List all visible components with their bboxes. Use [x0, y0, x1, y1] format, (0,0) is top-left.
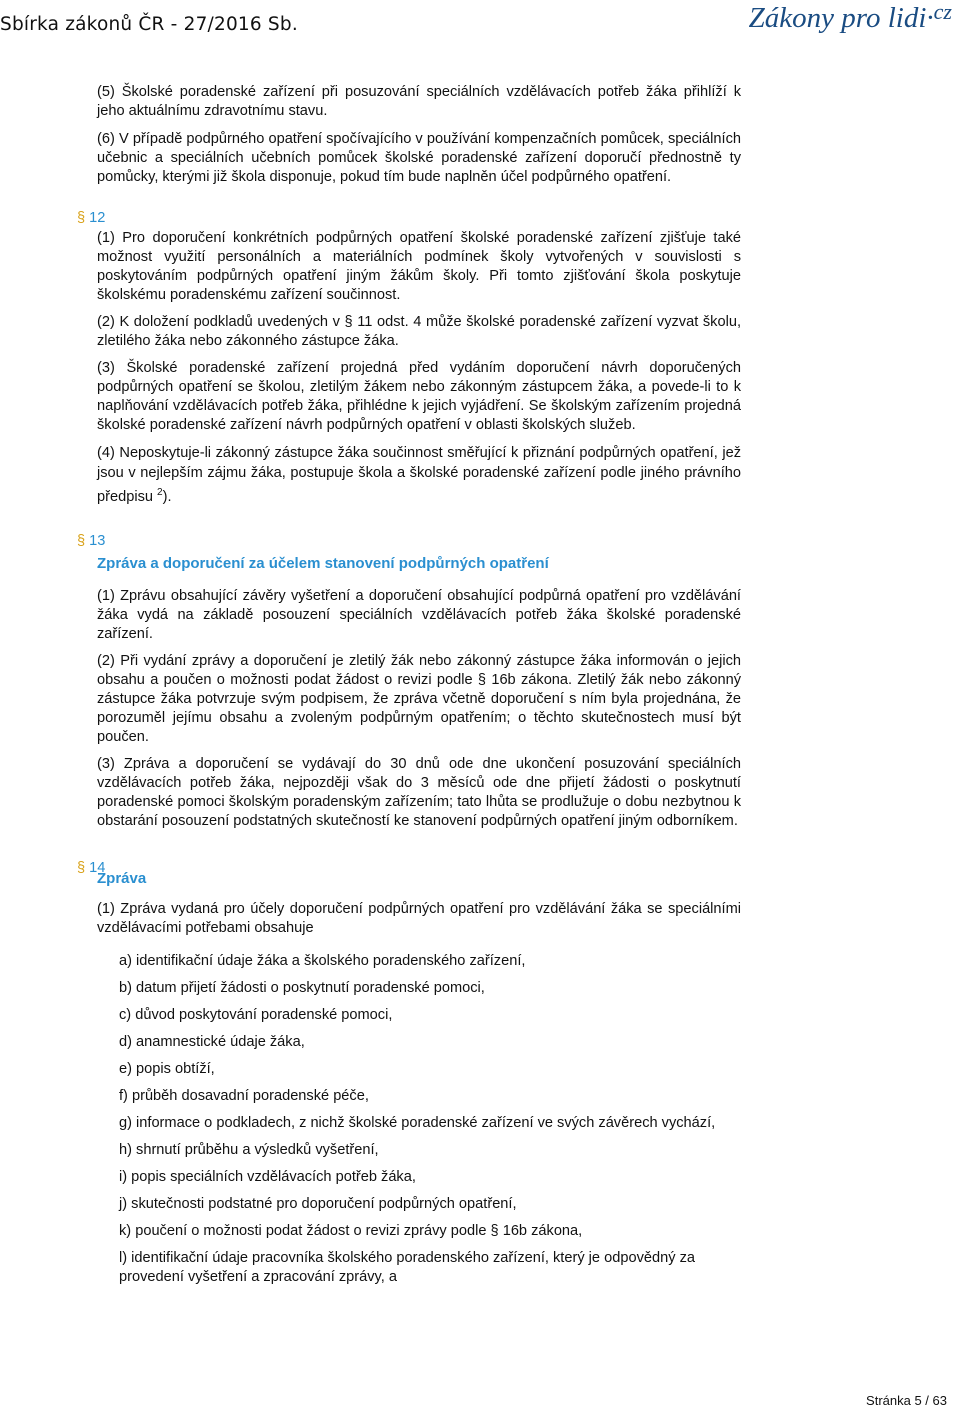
- paragraph: (1) Zpráva vydaná pro účely doporučení podpůrných opatření pro vzdělávání žáka se speciálními vzdělávacími potřebami obsahuje: [97, 900, 741, 936]
- footnote-ref[interactable]: 2: [157, 487, 163, 498]
- page-number: Stránka 5 / 63: [866, 1393, 947, 1408]
- list-item: b) datum přijetí žádosti o poskytnutí poradenské pomoci,: [119, 979, 485, 996]
- list-item: l) identifikační údaje pracovníka školského poradenského zařízení, který je odpovědný za provedení vyšetření a zpracování zprávy, a: [119, 1249, 695, 1285]
- list-item: k) poučení o možnosti podat žádost o revizi zprávy podle § 16b zákona,: [119, 1222, 583, 1239]
- document-body: [97, 83, 741, 1295]
- list-item: f) průběh dosavadní poradenské péče,: [119, 1087, 369, 1104]
- section-spacer: [97, 515, 741, 554]
- logo-text: Zákony pro lidi: [748, 2, 927, 34]
- site-logo[interactable]: [749, 2, 952, 35]
- section-number: 14: [89, 860, 106, 876]
- list-item: i) popis speciálních vzdělávacích potřeb žáka,: [119, 1168, 416, 1185]
- section-spacer: [97, 195, 741, 229]
- paragraph-text: (4) Neposkytuje-li zákonný zástupce žáka součinnost směřující k přiznání podpůrných opatření, jež jsou v nejlepším zájmu žáka, postupuje škola a školské poradenské zařízení podle jiného právního předpisu: [97, 445, 741, 505]
- requirements-list: [97, 952, 741, 1287]
- document-title: Sbírka zákonů ČR - 27/2016 Sb.: [0, 14, 298, 35]
- list-item: j) skutečnosti podstatné pro doporučení podpůrných opatření,: [119, 1195, 517, 1212]
- list-item: h) shrnutí průběhu a výsledků vyšetření,: [119, 1141, 379, 1158]
- paragraph: (3) Zpráva a doporučení se vydávají do 30 dnů ode dne ukončení posuzování speciálních vzdělávacích potřeb žáka, nejpozději však do 3 měsíců ode dne přijetí žádosti o poskytnutí poradenské pomoci školským poradenským zařízením; tato lhůta se prodlužuje o dobu nezbytnou k obstarání posouzení podstatných skutečností ke stanovení podpůrných opatření jiným odborníkem.: [97, 755, 741, 829]
- list-item: a) identifikační údaje žáka a školského poradenského zařízení,: [119, 952, 526, 969]
- logo-tld: cz: [933, 0, 952, 24]
- paragraph: (6) V případě podpůrného opatření spočívajícího v používání kompenzačních pomůcek, speciálních učebnic a speciálních učebních pomůcek školské poradenské zařízení doporučí přednostně ty pomůcky, kterými již škola disponuje, pokud tím bude naplněn účel podpůrného opatření.: [97, 131, 741, 185]
- section-number: 12: [89, 210, 106, 226]
- section-number: 13: [89, 533, 106, 549]
- page-header: [0, 0, 960, 46]
- paragraph: (1) Pro doporučení konkrétních podpůrných opatření školské poradenské zařízení zjišťuje také možnost využití personálních a materiálních podmínek školy vytvořených v souvislosti s poskytováním podpůrných opatření jiným žákům školy. Při tomto zjišťování škola poskytuje školskému poradenskému zařízení součinnost.: [97, 230, 741, 303]
- title-spacer: [97, 573, 741, 587]
- list-item: d) anamnestické údaje žáka,: [119, 1033, 305, 1050]
- list-item: c) důvod poskytování poradenské pomoci,: [119, 1006, 393, 1023]
- paragraph-end: ).: [162, 488, 172, 505]
- paragraph: (2) Při vydání zprávy a doporučení je zletilý žák nebo zákonný zástupce žáka informován o jejich obsahu a poučen o možnosti podat žádost o revizi podle § 16b zákona. Zletilý žák nebo zákonný zástupce žáka potvrzuje svým podpisem, že zpráva včetně doporučení s ním byla projednána, že porozuměl jejímu obsahu a zvoleným podpůrným opatřením; o těchto skutečnostech musí být poučen.: [97, 652, 741, 745]
- paragraph: (1) Zprávu obsahující závěry vyšetření a doporučení obsahující podpůrná opatření pro vzdělávání žáka vydá na základě posouzení speciálních vzdělávacích potřeb žáka školské poradenské zařízení.: [97, 587, 741, 642]
- paragraph: (3) Školské poradenské zařízení projedná před vydáním doporučení návrh doporučených podpůrných opatření se školou, zletilým žákem nebo zákonným zástupcem žáka, a povede-li to k naplňování vzdělávacích potřeb žáka, přihlédne k jejich vyjádření. Se školským zařízením projedná školské poradenské zařízení návrh podpůrných opatření v oblasti školských služeb.: [97, 360, 741, 433]
- list-item: g) informace o podkladech, z nichž školské poradenské zařízení ve svých závěrech vychází,: [119, 1114, 716, 1131]
- logo-dot: ·: [926, 2, 934, 34]
- paragraph: (5) Školské poradenské zařízení při posuzování speciálních vzdělávacích potřeb žáka přihlíží k jeho aktuálnímu zdravotnímu stavu.: [97, 84, 741, 119]
- section-spacer: [97, 839, 741, 869]
- title-spacer: [97, 888, 741, 900]
- paragraph: (2) K doložení podkladů uvedených v § 11 odst. 4 může školské poradenské zařízení vyzvat školu, zletilého žáka nebo zákonného zástupce žáka.: [97, 314, 741, 349]
- section-symbol: §: [77, 533, 86, 549]
- section-title: Zpráva a doporučení za účelem stanovení podpůrných opatření: [97, 554, 549, 572]
- list-item: e) popis obtíží,: [119, 1060, 215, 1077]
- section-symbol: §: [77, 210, 86, 226]
- paragraph: [97, 443, 741, 507]
- section-symbol: §: [77, 860, 86, 876]
- section-title: Zpráva: [97, 869, 147, 887]
